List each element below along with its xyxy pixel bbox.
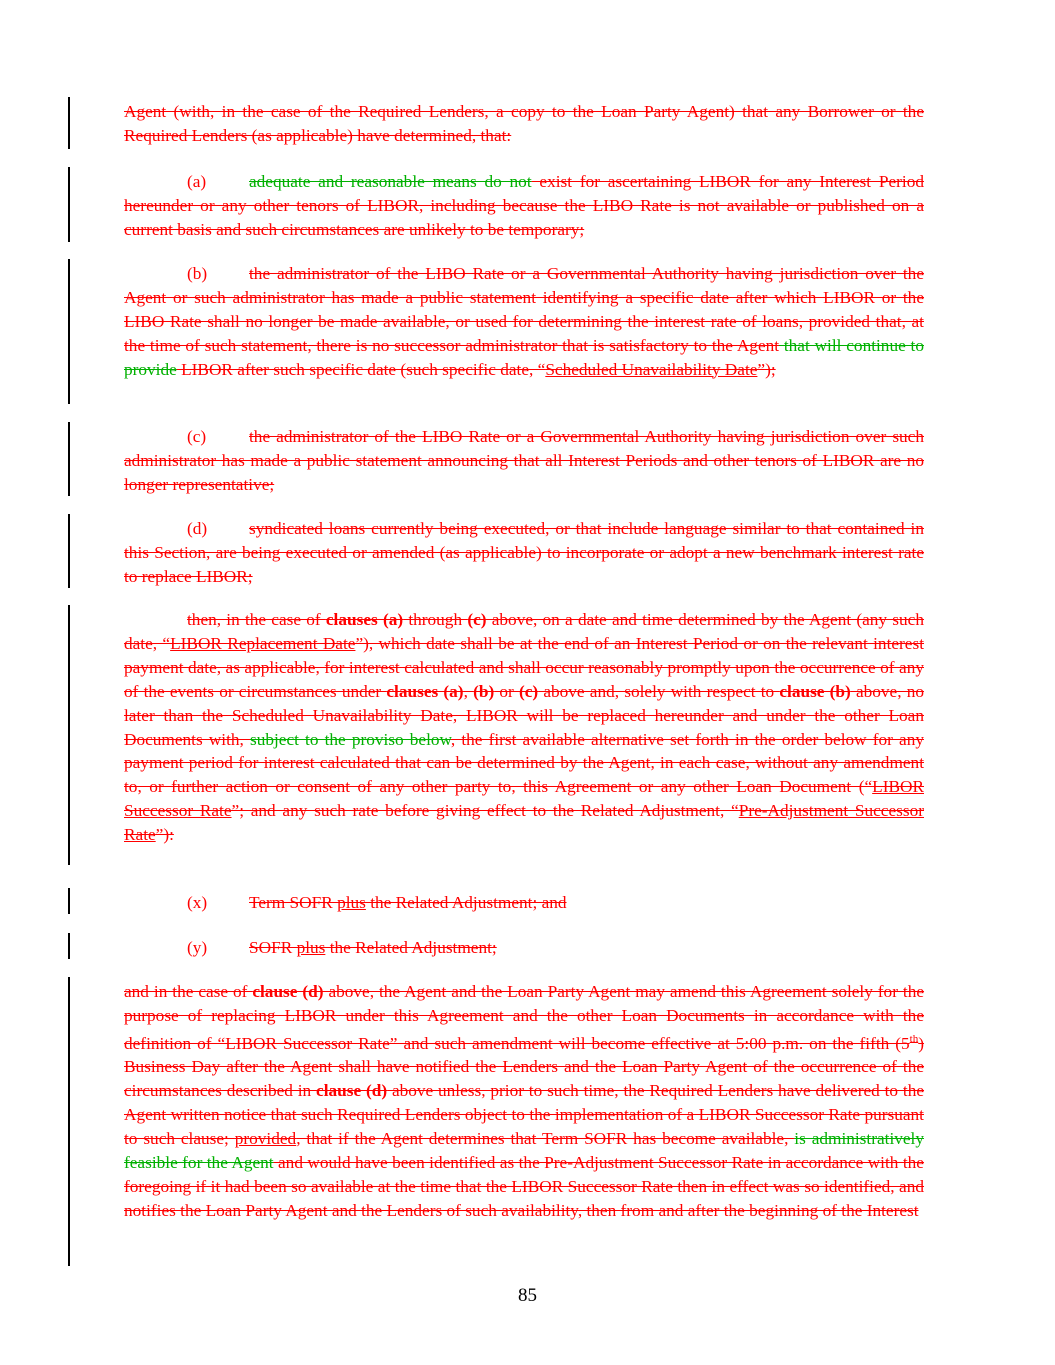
text: above and, solely with respect to bbox=[538, 681, 780, 701]
bold-reference: clause (d) bbox=[316, 1081, 388, 1101]
text: through bbox=[403, 610, 468, 629]
change-bar bbox=[68, 605, 70, 865]
change-bar bbox=[68, 259, 70, 404]
clause-label: (c) bbox=[187, 427, 207, 446]
change-bar bbox=[68, 977, 70, 1266]
text: above, no later than the Scheduled Unavailability Date, LIBOR will be replaced hereunder and under the other Loan Documents with, bbox=[124, 681, 924, 749]
text: ”; and any such rate before giving effect to the Related Adjustment, “ bbox=[231, 801, 739, 821]
change-bar bbox=[68, 888, 70, 914]
text: Agent (with, in the case of the Required Lenders, a copy to the Loan Party Agent) that any Borrower or the Required Lenders (as applicable) have determined, that: bbox=[124, 102, 924, 145]
text: the Related Adjustment; bbox=[325, 938, 497, 957]
text: above, on a date and time determined by the Agent (any such date, “ bbox=[124, 610, 924, 653]
defined-term: LIBOR Replacement Date bbox=[170, 633, 356, 653]
option-y bbox=[124, 936, 924, 960]
text: and would have been identified as the Pre-Adjustment Successor Rate in accordance with the foregoing if it had been so available at the time that the LIBOR Successor Rate then in effect was so identified, and notifies the Loan Party Agent and the Lenders of such availability, then from and after the beginning of the Interest bbox=[124, 1153, 924, 1220]
change-bar bbox=[68, 97, 70, 149]
text: the administrator of the LIBO Rate or a Governmental Authority having jurisdiction over such administrator has made a public statement announcing that all Interest Periods and other tenors of LIBOR are no longer representative; bbox=[124, 427, 924, 494]
underlined-word: plus bbox=[296, 938, 326, 957]
text: Term SOFR bbox=[249, 893, 338, 912]
clause-a bbox=[124, 170, 924, 242]
text: , the first available alternative set forth in the order below for any payment period for interest calculated that can be determined by the Agent, in each case, without any amendment to, or further action or consent of any other party to, this Agreement or any other Loan Document (“ bbox=[124, 729, 924, 797]
paragraph-then bbox=[124, 608, 924, 847]
bold-reference: (c) bbox=[467, 610, 487, 629]
change-bar bbox=[68, 514, 70, 588]
text: above, the Agent and the Loan Party Agent may amend this Agreement solely for the purpose of replacing LIBOR under this Agreement and the other Loan Documents in accordance with the definition of “LIBOR Successor Rate” and such amendment will become effective at 5:00 p.m. on the fifth (5 bbox=[124, 982, 925, 1053]
bold-reference: (b) bbox=[473, 681, 495, 701]
text: then, in the case of bbox=[187, 610, 326, 629]
text: , that if the Agent determines that Term SOFR has become available, bbox=[296, 1129, 795, 1149]
moved-text: is administratively feasible for the Agent bbox=[124, 1129, 924, 1173]
moved-text: subject to the proviso below bbox=[249, 729, 451, 749]
clause-label: (b) bbox=[187, 264, 208, 283]
bold-reference: (c) bbox=[518, 681, 539, 701]
bold-reference: clauses (a) bbox=[325, 610, 404, 629]
text: exist for ascertaining LIBOR for any Interest Period hereunder or any other tenors of LIBOR, including because the LIBO Rate is not available or published on a current basis and such circumstances are unlikely to be temporary; bbox=[124, 172, 924, 239]
text: ”): bbox=[155, 825, 174, 845]
bold-reference: clause (d) bbox=[252, 982, 324, 1001]
text: and in the case of bbox=[124, 982, 253, 1001]
defined-term: Pre-Adjustment Successor Rate bbox=[124, 801, 924, 845]
underlined-word: provided bbox=[234, 1129, 297, 1149]
defined-term: Scheduled Unavailability Date bbox=[545, 359, 758, 379]
clause-label: (y) bbox=[187, 938, 208, 957]
bold-reference: clause (b) bbox=[779, 681, 851, 701]
bold-reference: clauses (a) bbox=[386, 681, 464, 701]
clause-c bbox=[124, 425, 924, 497]
paragraph-and bbox=[124, 980, 924, 1223]
superscript: th bbox=[909, 1032, 919, 1045]
change-bar bbox=[68, 933, 70, 959]
moved-text: adequate and reasonable means do not bbox=[249, 172, 532, 191]
text: ”); bbox=[757, 359, 776, 379]
change-bar bbox=[68, 167, 70, 242]
text: SOFR bbox=[249, 938, 297, 957]
clause-d bbox=[124, 517, 924, 589]
text: above unless, prior to such time, the Required Lenders have delivered to the Agent written notice that such Required Lenders object to the implementation of a LIBOR Successor Rate pursuant to such clause; bbox=[124, 1081, 925, 1149]
option-x bbox=[124, 891, 924, 915]
text: ) Business Day after the Agent shall have notified the Lenders and the Loan Party Agent of the occurrence of the circumstances described in bbox=[124, 1033, 924, 1101]
paragraph-intro bbox=[124, 100, 924, 148]
underlined-word: plus bbox=[337, 893, 366, 912]
text: , bbox=[463, 681, 474, 701]
moved-text: that will continue to provide bbox=[124, 335, 924, 379]
clause-label: (x) bbox=[187, 893, 208, 912]
text: ”), which date shall be at the end of an Interest Period or on the relevant interest payment date, as applicable, for interest calculated and shall occur reasonably promptly upon the occurrence of any of the events or circumstances under bbox=[124, 633, 924, 701]
page-number: 85 bbox=[518, 1285, 537, 1306]
clause-b bbox=[124, 262, 924, 382]
text: or bbox=[494, 681, 519, 701]
defined-term: LIBOR Successor Rate bbox=[124, 777, 924, 821]
text: the Related Adjustment; and bbox=[365, 893, 567, 912]
text: the administrator of the LIBO Rate or a Governmental Authority having jurisdiction over the Agent or such administrator has made a public statement identifying a specific date after which LIBOR or the LIBO Rate shall no longer be made available, or used for determining the interest rate of loans, provided that, at the time of such statement, there is no successor administrator that is satisfactory to the Agent bbox=[124, 264, 924, 355]
clause-label: (d) bbox=[187, 519, 208, 538]
clause-label: (a) bbox=[187, 172, 207, 191]
change-bar bbox=[68, 422, 70, 496]
text: LIBOR after such specific date (such specific date, “ bbox=[176, 359, 546, 379]
text: syndicated loans currently being executed, or that include language similar to that contained in this Section, are being executed or amended (as applicable) to incorporate or adopt a new benchmark interest rate to replace LIBOR; bbox=[124, 519, 924, 586]
